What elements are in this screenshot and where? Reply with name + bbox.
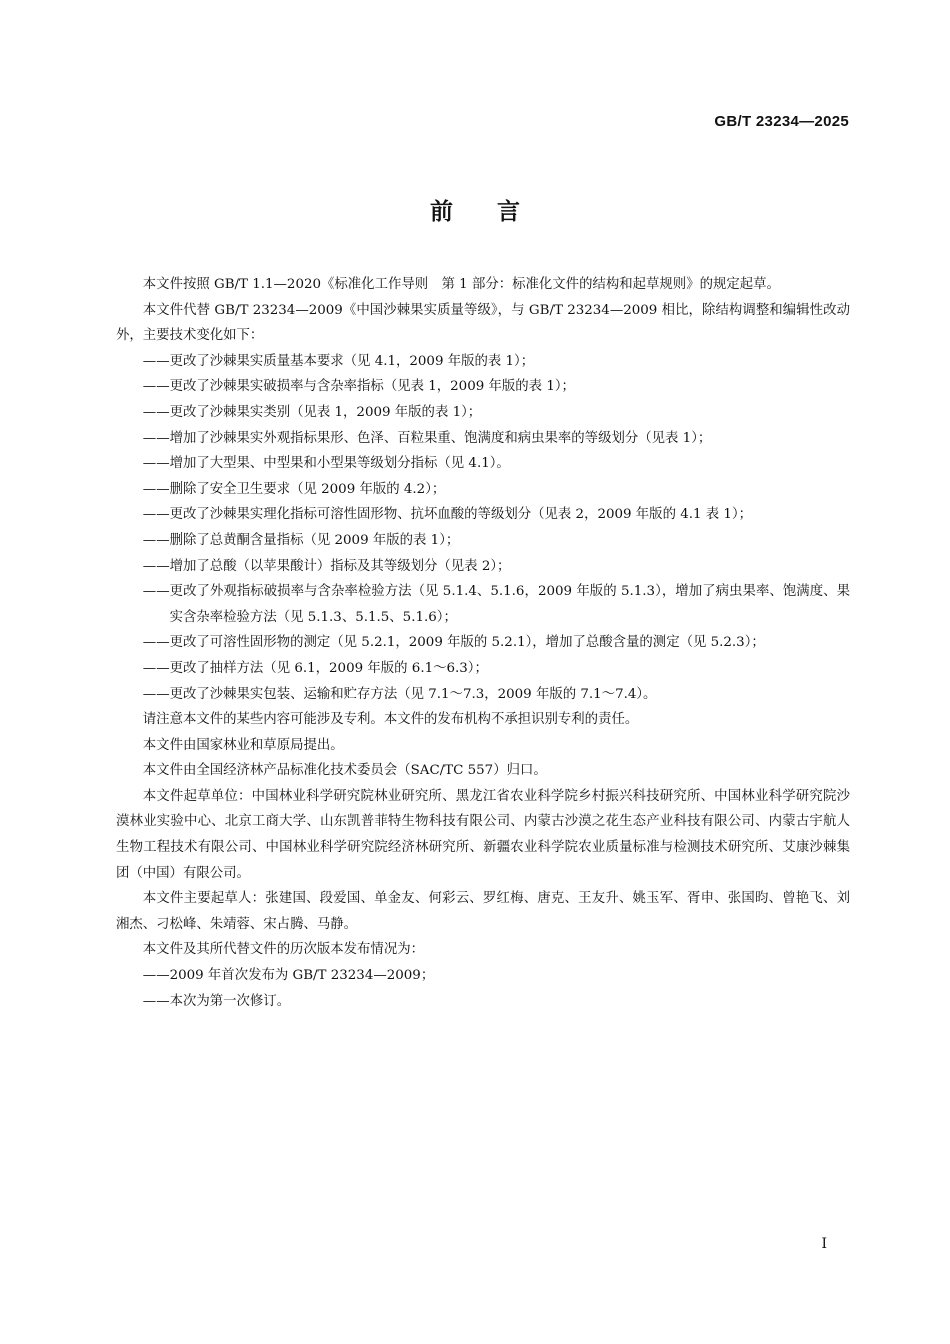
change-item: ——增加了沙棘果实外观指标果形、色泽、百粒果重、饱满度和病虫果率的等级划分（见表 1）； (142, 430, 712, 446)
paragraph-replacement: 本文件代替 GB/T 23234—2009《中国沙棘果实质量等级》，与 GB/T 23234—2009 相比，除结构调整和编辑性改动外，主要技术变化如下： (116, 302, 850, 344)
paragraph-proposer: 本文件由国家林业和草原局提出。 (142, 737, 344, 753)
change-item: ——删除了安全卫生要求（见 2009 年版的 4.2）； (142, 481, 446, 497)
change-item: ——增加了大型果、中型果和小型果等级划分指标（见 4.1）。 (142, 456, 510, 472)
change-item: ——增加了总酸（以苹果酸计）指标及其等级划分（见表 2）； (142, 558, 511, 574)
change-item: ——更改了沙棘果实包装、运输和贮存方法（见 7.1～7.3，2009 年版的 7.1～7.4）。 (142, 686, 657, 702)
change-item: ——更改了外观指标破损率与含杂率检验方法（见 5.1.4、5.1.6，2009 年版的 5.1.3），增加了病虫果率、饱满度、果实含杂率检验方法（见 5.1.3、5.1.5、5.1.6）； (142, 584, 850, 625)
document-body (116, 272, 850, 1014)
change-item: ——更改了沙棘果实破损率与含杂率指标（见表 1，2009 年版的表 1）； (142, 379, 575, 395)
change-item: ——更改了沙棘果实理化指标可溶性固形物、抗坏血酸的等级划分（见表 2，2009 年版的 4.1 表 1）； (142, 507, 753, 523)
paragraph-drafters: 本文件主要起草人：张建国、段爱国、单金友、何彩云、罗红梅、唐克、王友升、姚玉军、胥申、张国昀、曾艳飞、刘湘杰、刁松峰、朱靖蓉、宋占腾、马静。 (116, 891, 850, 932)
change-item: ——更改了沙棘果实类别（见表 1，2009 年版的表 1）； (142, 404, 482, 420)
change-item: ——更改了可溶性固形物的测定（见 5.2.1，2009 年版的 5.2.1），增加了总酸含量的测定（见 5.2.3）； (142, 635, 765, 651)
change-item: ——更改了沙棘果实质量基本要求（见 4.1，2009 年版的表 1）； (142, 353, 535, 369)
paragraph-committee: 本文件由全国经济林产品标准化技术委员会（SAC/TC 557）归口。 (142, 763, 547, 779)
history-item: ——2009 年首次发布为 GB/T 23234—2009； (142, 968, 435, 984)
page-number: I (821, 1236, 827, 1252)
paragraph-history-intro: 本文件及其所代替文件的历次版本发布情况为： (142, 942, 424, 958)
paragraph-patent-notice: 请注意本文件的某些内容可能涉及专利。本文件的发布机构不承担识别专利的责任。 (142, 712, 639, 728)
page-title: 前言 (430, 199, 564, 225)
standard-number: GB/T 23234—2025 (714, 113, 849, 130)
change-item: ——更改了抽样方法（见 6.1，2009 年版的 6.1～6.3）； (142, 660, 488, 676)
change-item: ——删除了总黄酮含量指标（见 2009 年版的表 1）； (142, 532, 460, 548)
history-item: ——本次为第一次修订。 (142, 993, 291, 1009)
paragraph-drafting-units: 本文件起草单位：中国林业科学研究院林业研究所、黑龙江省农业科学院乡村振兴科技研究所、中国林业科学研究院沙漠林业实验中心、北京工商大学、山东凯普菲特生物科技有限公司、内蒙古沙漠之花生态产业科技有限公司、内蒙古宇航人生物工程技术有限公司、中国林业科学研究院经济林研究所、新疆农业科学院农业质量标准与检测技术研究所、艾康沙棘集团（中国）有限公司。 (116, 788, 850, 881)
paragraph-drafting-rules: 本文件按照 GB/T 1.1—2020《标准化工作导则 第 1 部分：标准化文件的结构和起草规则》的规定起草。 (142, 277, 780, 292)
